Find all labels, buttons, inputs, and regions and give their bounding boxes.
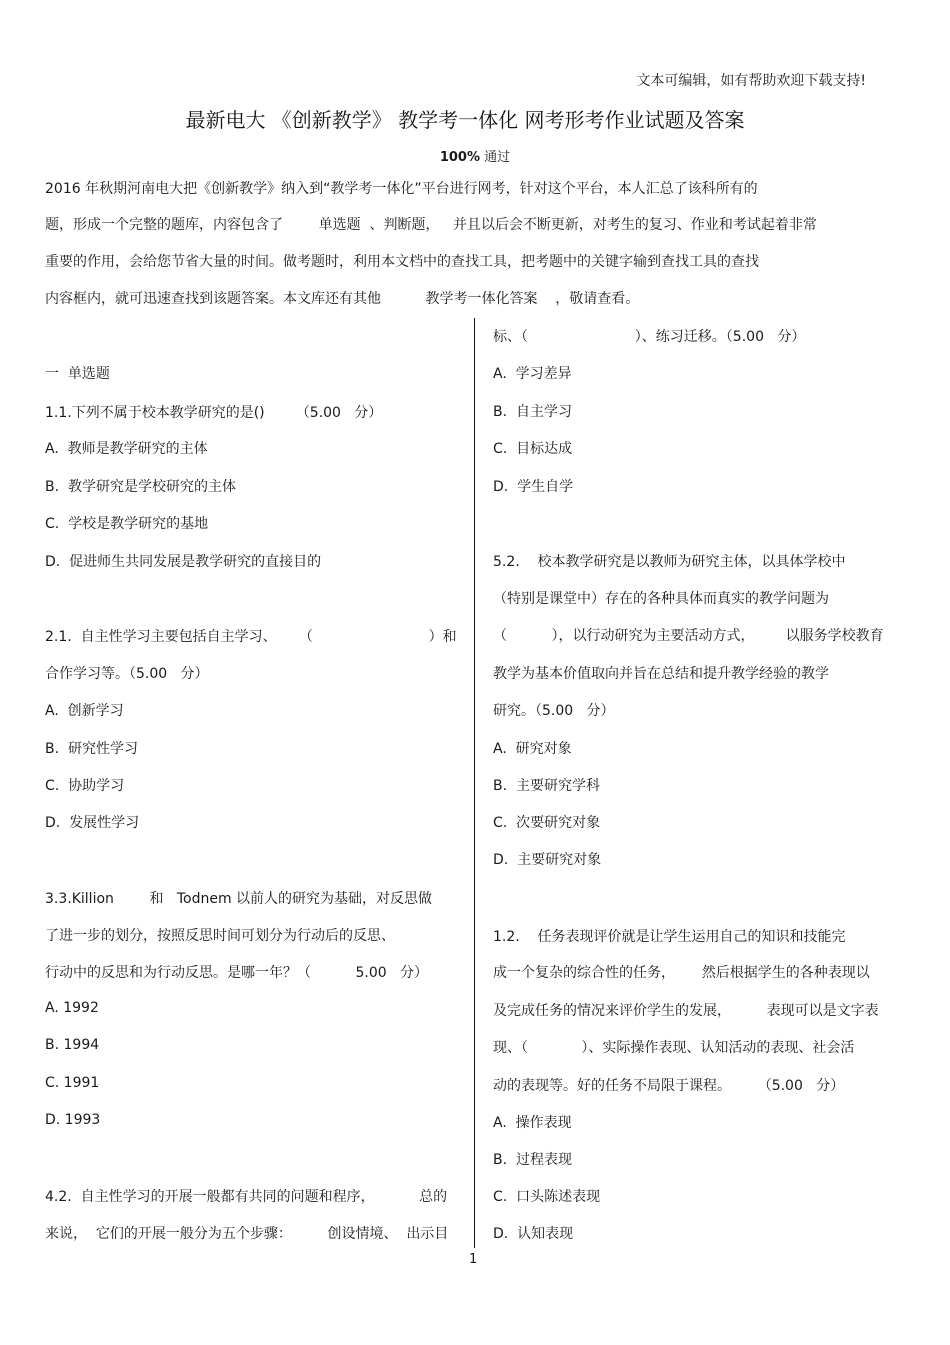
option: D. 促进师生共同发展是教学研究的直接目的 [45,554,322,570]
option: B. 研究性学习 [45,741,138,757]
option: C. 1991 [45,1075,100,1091]
question-text: 1.1.下列不属于校本教学研究的是() （5.00 分） [45,405,383,421]
question-text: 及完成任务的情况来评价学生的发展， 表现可以是文字表 [493,1003,879,1019]
question-text: 了进一步的划分，按照反思时间可划分为行动后的反思、 [45,928,395,944]
page-number: 1 [469,1252,478,1267]
question-text: 成一个复杂的综合性的任务， 然后根据学生的各种表现以 [493,965,870,981]
option: A. 学习差异 [493,366,572,382]
option: C. 协助学习 [45,778,125,794]
option: A. 创新学习 [45,703,124,719]
question-text: （特别是课堂中）存在的各种具体而真实的教学问题为 [493,591,829,607]
option: C. 口头陈述表现 [493,1189,601,1205]
question-text: 标、（ ）、练习迁移。（5.00 分） [493,329,806,345]
subtitle [0,146,950,165]
option: B. 自主学习 [493,404,572,420]
question-text: 3.3.Killion 和 Todnem 以前人的研究为基础，对反思做 [45,891,433,907]
question-text: 动的表现等。好的任务不局限于课程。 （5.00 分） [493,1078,845,1094]
option: A. 1992 [45,1000,99,1016]
question-text: 行动中的反思和为行动反思。是哪一年？（ 5.00 分） [45,965,429,981]
question-text: 来说， 它们的开展一般分为五个步骤： 创设情境、 出示目 [45,1226,449,1242]
option: C. 学校是教学研究的基地 [45,516,209,532]
section-heading: 一 单选题 [45,366,110,382]
option: B. 教学研究是学校研究的主体 [45,479,236,495]
header-note: 文本可编辑，如有帮助欢迎下载支持! [636,73,866,89]
option: D. 发展性学习 [45,815,140,831]
subtitle-text: 通过 [480,150,511,165]
question-text: （ ），以行动研究为主要活动方式， 以服务学校教育 [493,628,884,644]
option: B. 过程表现 [493,1152,572,1168]
option: D. 1993 [45,1112,101,1128]
option: D. 主要研究对象 [493,852,602,868]
question-text: 5.2. 校本教学研究是以教师为研究主体，以具体学校中 [493,554,846,570]
question-text: 1.2. 任务表现评价就是让学生运用自己的知识和技能完 [493,929,846,945]
question-text: 合作学习等。（5.00 分） [45,666,209,682]
option: D. 学生自学 [493,479,574,495]
subtitle-percent: 100% [439,150,481,165]
option: B. 主要研究学科 [493,778,600,794]
intro-line: 内容框内，就可迅速查找到该题答案。本文库还有其他 教学考一体化答案 ，敬请查看。 [45,291,640,307]
option: A. 教师是教学研究的主体 [45,441,208,457]
intro-line: 题，形成一个完整的题库，内容包含了 单选题 、判断题， 并且以后会不断更新，对考生的复习、作业和考试起着非常 [45,217,817,233]
question-text: 2.1. 自主性学习主要包括自主学习、 （ ）和 [45,629,457,645]
option: C. 次要研究对象 [493,815,601,831]
question-text: 现、（ ）、实际操作表现、认知活动的表现、社会活 [493,1040,855,1056]
question-text: 4.2. 自主性学习的开展一般都有共同的问题和程序， 总的 [45,1189,448,1205]
intro-line: 重要的作用，会给您节省大量的时间。做考题时，利用本文档中的查找工具，把考题中的关键字输到查找工具的查找 [45,254,759,270]
option: A. 操作表现 [493,1115,572,1131]
option: C. 目标达成 [493,441,573,457]
option: D. 认知表现 [493,1226,574,1242]
question-text: 教学为基本价值取向并旨在总结和提升教学经验的教学 [493,666,829,682]
option: A. 研究对象 [493,741,572,757]
question-text: 研究。（5.00 分） [493,703,615,719]
intro-line: 2016 年秋期河南电大把《创新教学》纳入到“教学考一体化”平台进行网考，针对这个平台，本人汇总了该科所有的 [45,181,758,197]
document-title: 最新电大 《创新教学》 教学考一体化 网考形考作业试题及答案 [185,108,745,132]
column-divider [474,318,475,1248]
option: B. 1994 [45,1037,100,1053]
